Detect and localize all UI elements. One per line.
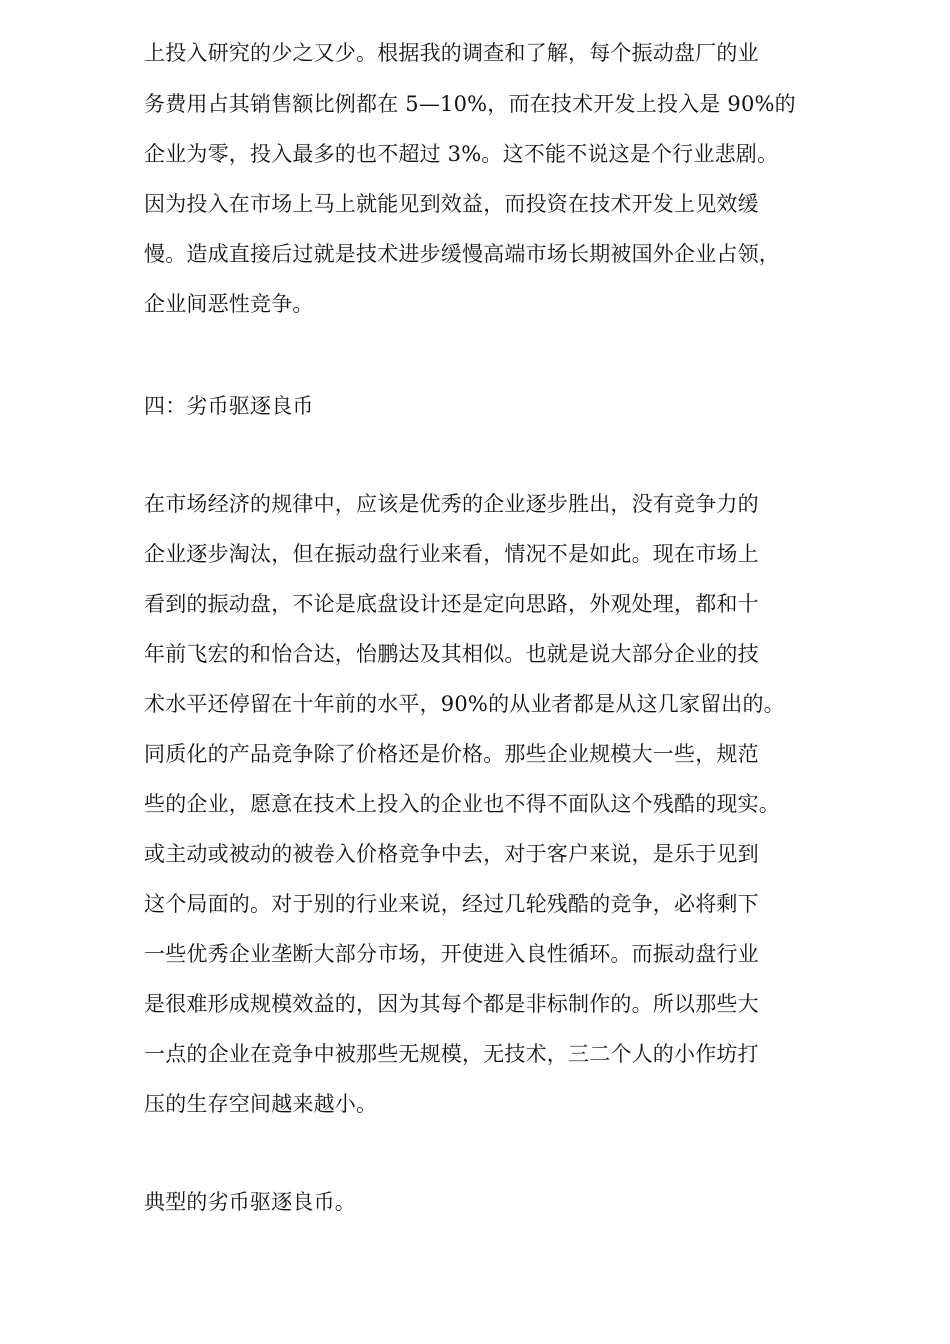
paragraph-2-line-11: 是很难形成规模效益的，因为其每个都是非标制作的。所以那些大 <box>144 992 759 1016</box>
paragraph-2-line-5: 术水平还停留在十年前的水平，90%的从业者都是从这几家留出的。 <box>144 692 785 716</box>
paragraph-2-line-9: 这个局面的。对于别的行业来说，经过几轮残酷的竞争，必将剩下 <box>144 892 759 916</box>
paragraph-1-line-2: 务费用占其销售额比例都在 5—10%，而在技术开发上投入是 90%的 <box>144 92 796 116</box>
paragraph-2-line-1: 在市场经济的规律中，应该是优秀的企业逐步胜出，没有竞争力的 <box>144 492 759 516</box>
paragraph-2-line-2: 企业逐步淘汰，但在振动盘行业来看，情况不是如此。现在市场上 <box>144 542 759 566</box>
paragraph-1-line-6: 企业间恶性竞争。 <box>144 292 314 316</box>
section-heading: 四：劣币驱逐良币 <box>144 394 314 418</box>
paragraph-2-line-7: 些的企业，愿意在技术上投入的企业也不得不面队这个残酷的现实。 <box>144 792 780 816</box>
paragraph-1-line-1: 上投入研究的少之又少。根据我的调查和了解，每个振动盘厂的业 <box>144 41 759 65</box>
paragraph-2-line-4: 年前飞宏的和怡合达，怡鹏达及其相似。也就是说大部分企业的技 <box>144 642 759 666</box>
paragraph-1-line-4: 因为投入在市场上马上就能见到效益，而投资在技术开发上见效缓 <box>144 192 759 216</box>
paragraph-2-line-8: 或主动或被动的被卷入价格竞争中去，对于客户来说，是乐于见到 <box>144 842 759 866</box>
closing-sentence: 典型的劣币驱逐良币。 <box>144 1190 356 1214</box>
paragraph-2-line-3: 看到的振动盘，不论是底盘设计还是定向思路，外观处理，都和十 <box>144 592 759 616</box>
paragraph-1-line-3: 企业为零，投入最多的也不超过 3%。这不能不说这是个行业悲剧。 <box>144 142 779 166</box>
paragraph-2-line-12: 一点的企业在竞争中被那些无规模，无技术，三二个人的小作坊打 <box>144 1042 759 1066</box>
paragraph-2-line-6: 同质化的产品竞争除了价格还是价格。那些企业规模大一些，规范 <box>144 742 759 766</box>
paragraph-2-line-13: 压的生存空间越来越小。 <box>144 1092 378 1116</box>
paragraph-1-line-5: 慢。造成直接后过就是技术进步缓慢高端市场长期被国外企业占领， <box>144 242 780 266</box>
paragraph-2-line-10: 一些优秀企业垄断大部分市场，开使进入良性循环。而振动盘行业 <box>144 942 759 966</box>
